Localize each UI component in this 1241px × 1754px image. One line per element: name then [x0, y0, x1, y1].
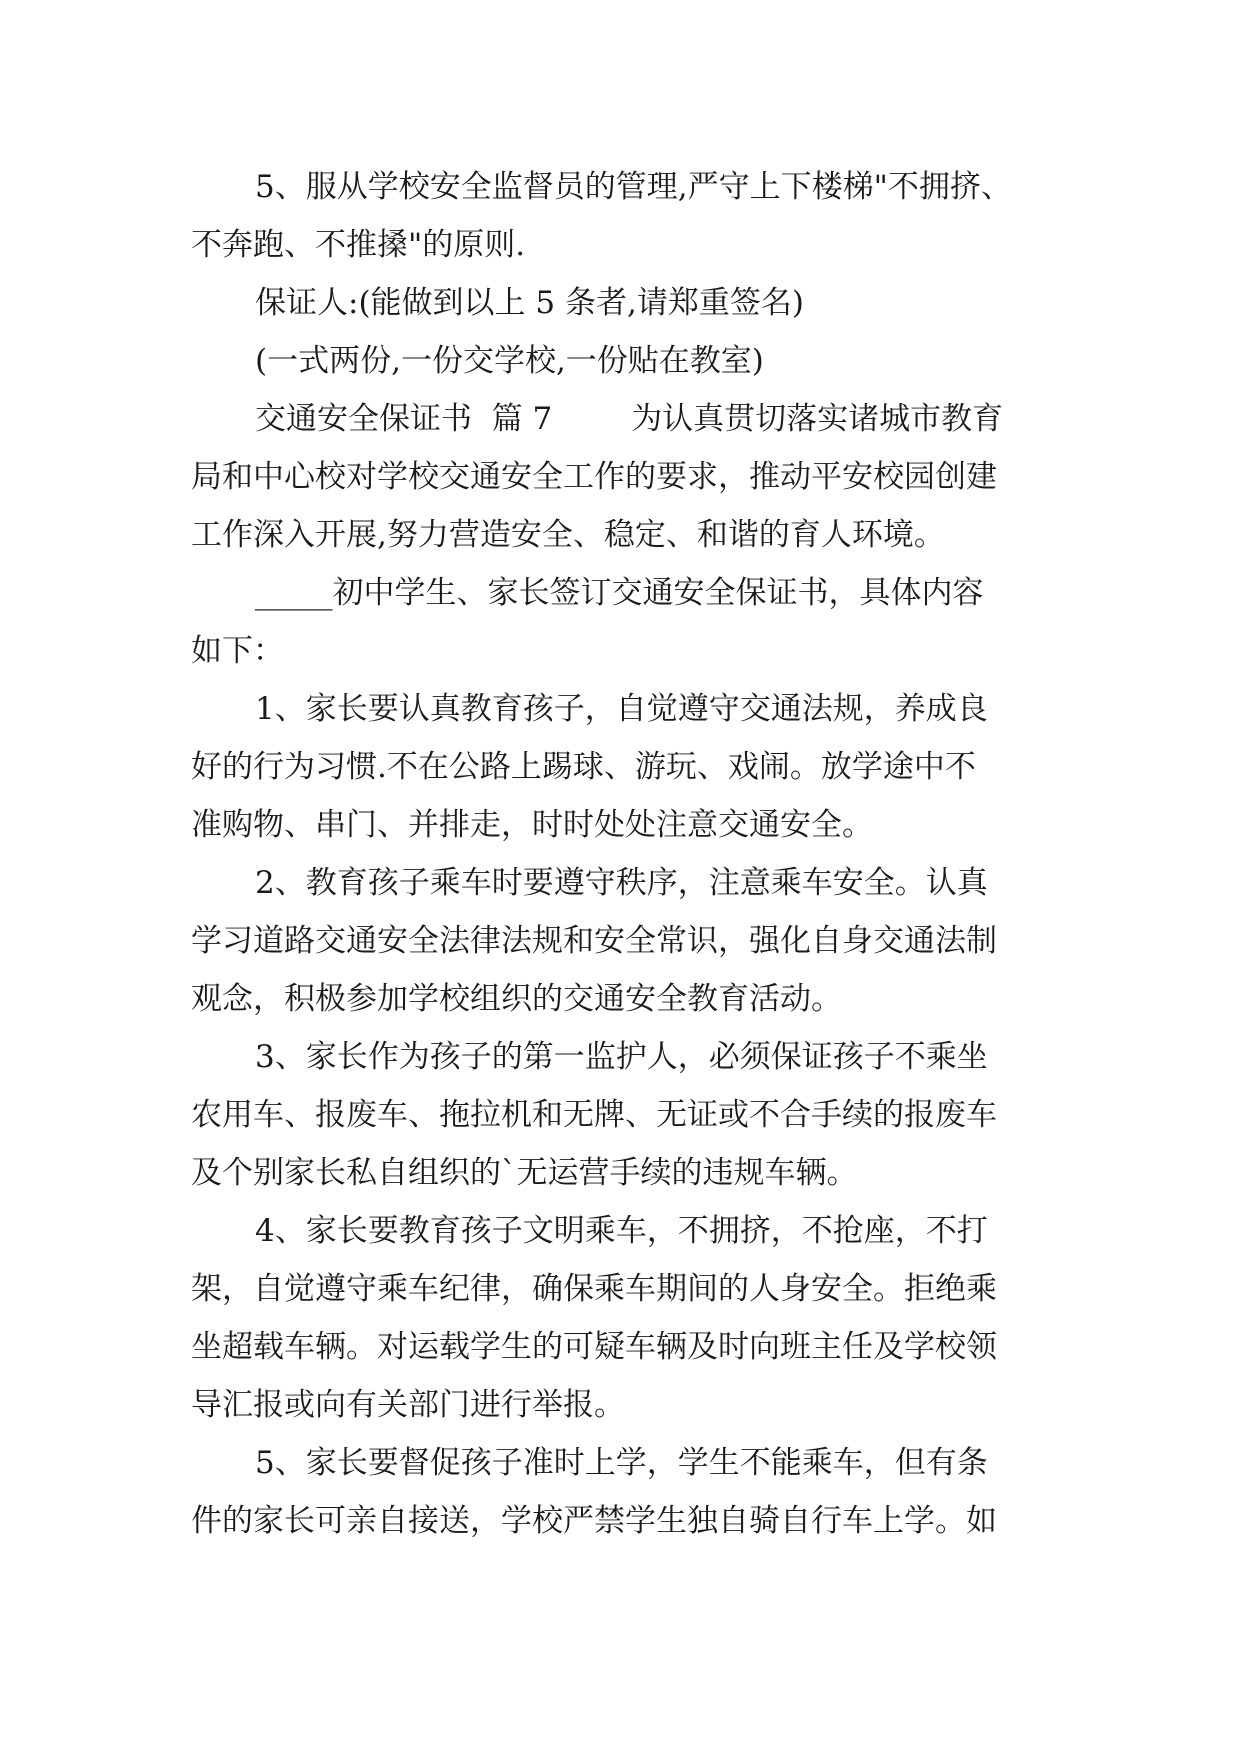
text-line: 准购物、串门、并排走，时时处处注意交通安全。 [191, 807, 873, 843]
text-line: 交通安全保证书 篇 7 为认真贯切落实诸城市教育 [255, 401, 1004, 437]
text-line: 4、家长要教育孩子文明乘车，不拥挤，不抢座，不打 [255, 1213, 988, 1249]
text-line: 局和中心校对学校交通安全工作的要求，推动平安校园创建 [191, 459, 997, 495]
text-line: 不奔跑、不推搡"的原则. [191, 227, 526, 263]
text-line: 保证人:(能做到以上 5 条者,请郑重签名) [255, 285, 804, 321]
text-line: (一式两份,一份交学校,一份贴在教室) [255, 343, 764, 379]
text-line: _____初中学生、家长签订交通安全保证书，具体内容 [255, 575, 984, 611]
text-line: 5、家长要督促孩子准时上学，学生不能乘车，但有条 [255, 1445, 988, 1481]
text-line: 观念，积极参加学校组织的交通安全教育活动。 [191, 981, 842, 1017]
text-line: 3、家长作为孩子的第一监护人，必须保证孩子不乘坐 [255, 1039, 988, 1075]
text-line: 1、家长要认真教育孩子，自觉遵守交通法规，养成良 [255, 691, 988, 727]
text-line: 导汇报或向有关部门进行举报。 [191, 1387, 625, 1423]
text-line: 学习道路交通安全法律法规和安全常识，强化自身交通法制 [191, 923, 997, 959]
text-line: 农用车、报废车、拖拉机和无牌、无证或不合手续的报废车 [191, 1097, 997, 1133]
text-line: 架，自觉遵守乘车纪律，确保乘车期间的人身安全。拒绝乘 [191, 1271, 997, 1307]
text-line: 及个别家长私自组织的`无运营手续的违规车辆。 [191, 1155, 858, 1191]
text-line: 工作深入开展,努力营造安全、稳定、和谐的育人环境。 [191, 517, 945, 553]
text-line: 2、教育孩子乘车时要遵守秩序，注意乘车安全。认真 [255, 865, 988, 901]
text-line: 件的家长可亲自接送，学校严禁学生独自骑自行车上学。如 [191, 1503, 997, 1539]
text-line: 5、服从学校安全监督员的管理,严守上下楼梯"不拥挤、 [255, 169, 1012, 205]
text-line: 如下： [191, 633, 284, 669]
text-line: 坐超载车辆。对运载学生的可疑车辆及时向班主任及学校领 [191, 1329, 997, 1365]
text-line: 好的行为习惯.不在公路上踢球、游玩、戏闹。放学途中不 [191, 749, 976, 785]
